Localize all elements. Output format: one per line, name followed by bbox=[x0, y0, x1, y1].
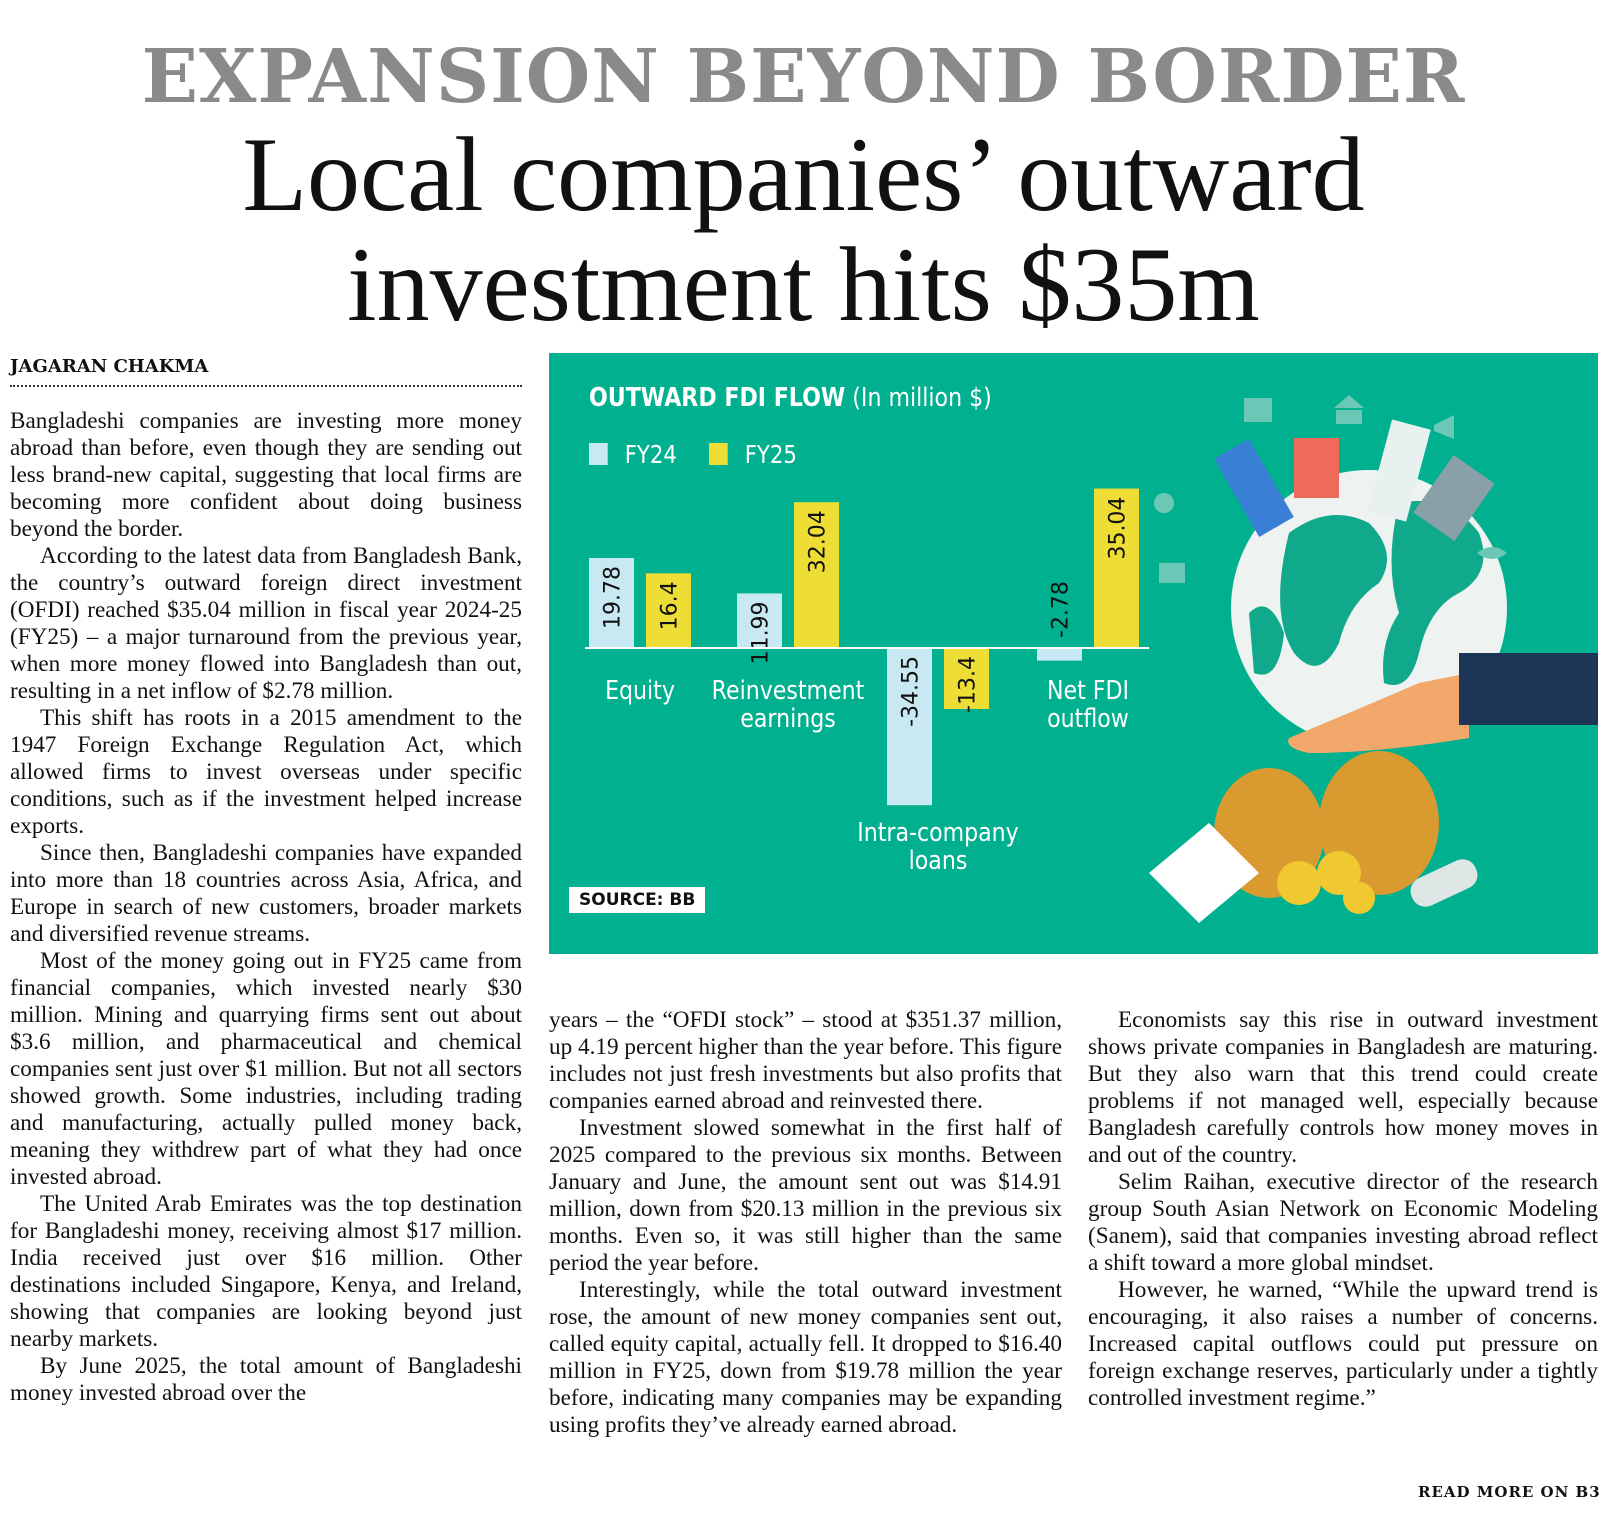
read-more-link[interactable]: READ MORE ON B3 bbox=[1418, 1483, 1601, 1501]
paragraph: Selim Raihan, executive director of the research group South Asian Network on Economic Modeling (Sanem), said that companies investing abroad reflect a shift toward a more global mindset. bbox=[1088, 1169, 1598, 1276]
paragraph: However, he warned, “While the upward trend is encouraging, it also raises a number of concerns. Increased capital outflows could put pressure on foreign exchange reserves, particularly under a tightly controlled investment regime.” bbox=[1088, 1277, 1598, 1411]
paragraph: Since then, Bangladeshi companies have expanded into more than 18 countries across Asia, Africa, and Europe in search of new customers, broader markets and diversified revenue streams. bbox=[10, 840, 522, 947]
presentation-icon bbox=[1159, 563, 1185, 583]
byline: JAGARAN CHAKMA bbox=[10, 356, 522, 387]
paragraph: By June 2025, the total amount of Bangladeshi money invested abroad over the bbox=[10, 1353, 522, 1406]
category-label: loans bbox=[908, 845, 968, 876]
bar-value-label: -13.4 bbox=[955, 656, 981, 713]
paragraph: Most of the money going out in FY25 came from financial companies, which invested nearly $30 million. Mining and quarrying firms sent out about $3.6 million, and pharmaceutical and chemical companies sent just over $1 million. But not all sectors showed growth. Some industries, including trading and manufacturing, actually pulled money back, meaning they withdrew part of what they had once invested abroad. bbox=[10, 948, 522, 1190]
paragraph: Interestingly, while the total outward investment rose, the amount of new money companies sent out, called equity capital, actually fell. It dropped to $16.40 million in FY25, down from $19.78 million the year before, indicating many companies may be expanding using profits they’ve already earned abroad. bbox=[549, 1277, 1062, 1438]
org-chart-icon bbox=[1244, 398, 1272, 422]
paragraph: According to the latest data from Bangladesh Bank, the country’s outward foreign direct investment (OFDI) reached $35.04 million in fiscal year 2024-25 (FY25) – a major turnaround from the previous year, when more money flowed into Bangladesh than out, resulting in a net inflow of $2.78 million. bbox=[10, 543, 522, 704]
headline-line-2: investment hits $35m bbox=[347, 226, 1260, 343]
paragraph: This shift has roots in a 2015 amendment to the 1947 Foreign Exchange Regulation Act, which allowed firms to invest overseas under specific conditions, such as if the investment helped increase exports. bbox=[10, 705, 522, 839]
category-label: outflow bbox=[1047, 703, 1129, 734]
paragraph: years – the “OFDI stock” – stood at $351.37 million, up 4.19 percent higher than the year before. This figure includes not just fresh investments but also profits that companies earned abroad and reinvested there. bbox=[549, 1007, 1062, 1114]
bar-value-label: 35.04 bbox=[1105, 496, 1131, 560]
chart-panel bbox=[549, 353, 1598, 954]
paragraph: Bangladeshi companies are investing more money abroad than before, even though they are sending out less brand-new capital, suggesting that local firms are becoming more confident about doing business beyond the border. bbox=[10, 408, 522, 542]
bar-value-label: 19.78 bbox=[600, 566, 626, 629]
article-column-3 bbox=[1088, 1007, 1598, 1412]
category-label: Net FDI bbox=[1046, 675, 1130, 706]
bank-icon bbox=[1334, 395, 1364, 424]
chart-svg bbox=[549, 353, 1598, 954]
bar-value-label: 11.99 bbox=[748, 601, 774, 665]
legend-label-fy24: FY24 bbox=[624, 439, 677, 469]
paragraph: Economists say this rise in outward investment shows private companies in Bangladesh are maturing. But they also warn that this trend could create problems if not managed well, especially because Bangladesh carefully controls how money moves in and out of the country. bbox=[1088, 1007, 1598, 1168]
building-icon bbox=[1214, 439, 1294, 537]
category-label: earnings bbox=[740, 703, 836, 734]
coin-icon bbox=[1277, 861, 1321, 905]
bar-fy24-3 bbox=[1037, 648, 1082, 661]
headline bbox=[0, 116, 1607, 343]
paragraph: Investment slowed somewhat in the first half of 2025 compared to the previous six months. Between January and June, the amount sent out was $14.91 million, down from $20.13 million in the previous six months. Even so, it was still higher than the same period the year before. bbox=[549, 1115, 1062, 1276]
bar-value-label: 32.04 bbox=[805, 510, 831, 574]
category-label: Reinvestment bbox=[711, 675, 865, 706]
article-column-2 bbox=[549, 1007, 1062, 1439]
bar-value-label: -34.55 bbox=[898, 656, 924, 727]
chart-title: OUTWARD FDI FLOW (In million $) bbox=[589, 383, 992, 413]
bar-value-label: -2.78 bbox=[1048, 581, 1074, 638]
paragraph: The United Arab Emirates was the top destination for Bangladeshi money, receiving almost $17 million. India received just over $16 million. Other destinations included Singapore, Kenya, and Ireland, showing that companies are looking beyond just nearby markets. bbox=[10, 1191, 522, 1352]
source-label: SOURCE: BB bbox=[569, 887, 705, 913]
category-label: Intra-company bbox=[857, 817, 1019, 848]
megaphone-icon bbox=[1434, 415, 1454, 439]
coin-icon bbox=[1343, 882, 1375, 914]
bars bbox=[585, 489, 1149, 876]
sleeve-icon bbox=[1459, 653, 1598, 725]
kicker: EXPANSION BEYOND BORDER bbox=[141, 34, 1466, 120]
building-icon bbox=[1294, 438, 1339, 498]
legend-label-fy25: FY25 bbox=[744, 439, 797, 469]
category-label: Equity bbox=[605, 675, 675, 706]
bar-value-label: 16.4 bbox=[657, 581, 683, 631]
globe-illustration bbox=[1149, 395, 1598, 923]
people-icon bbox=[1154, 493, 1174, 513]
article-column-1 bbox=[10, 408, 522, 1407]
headline-line-1: Local companies’ outward bbox=[242, 116, 1365, 233]
